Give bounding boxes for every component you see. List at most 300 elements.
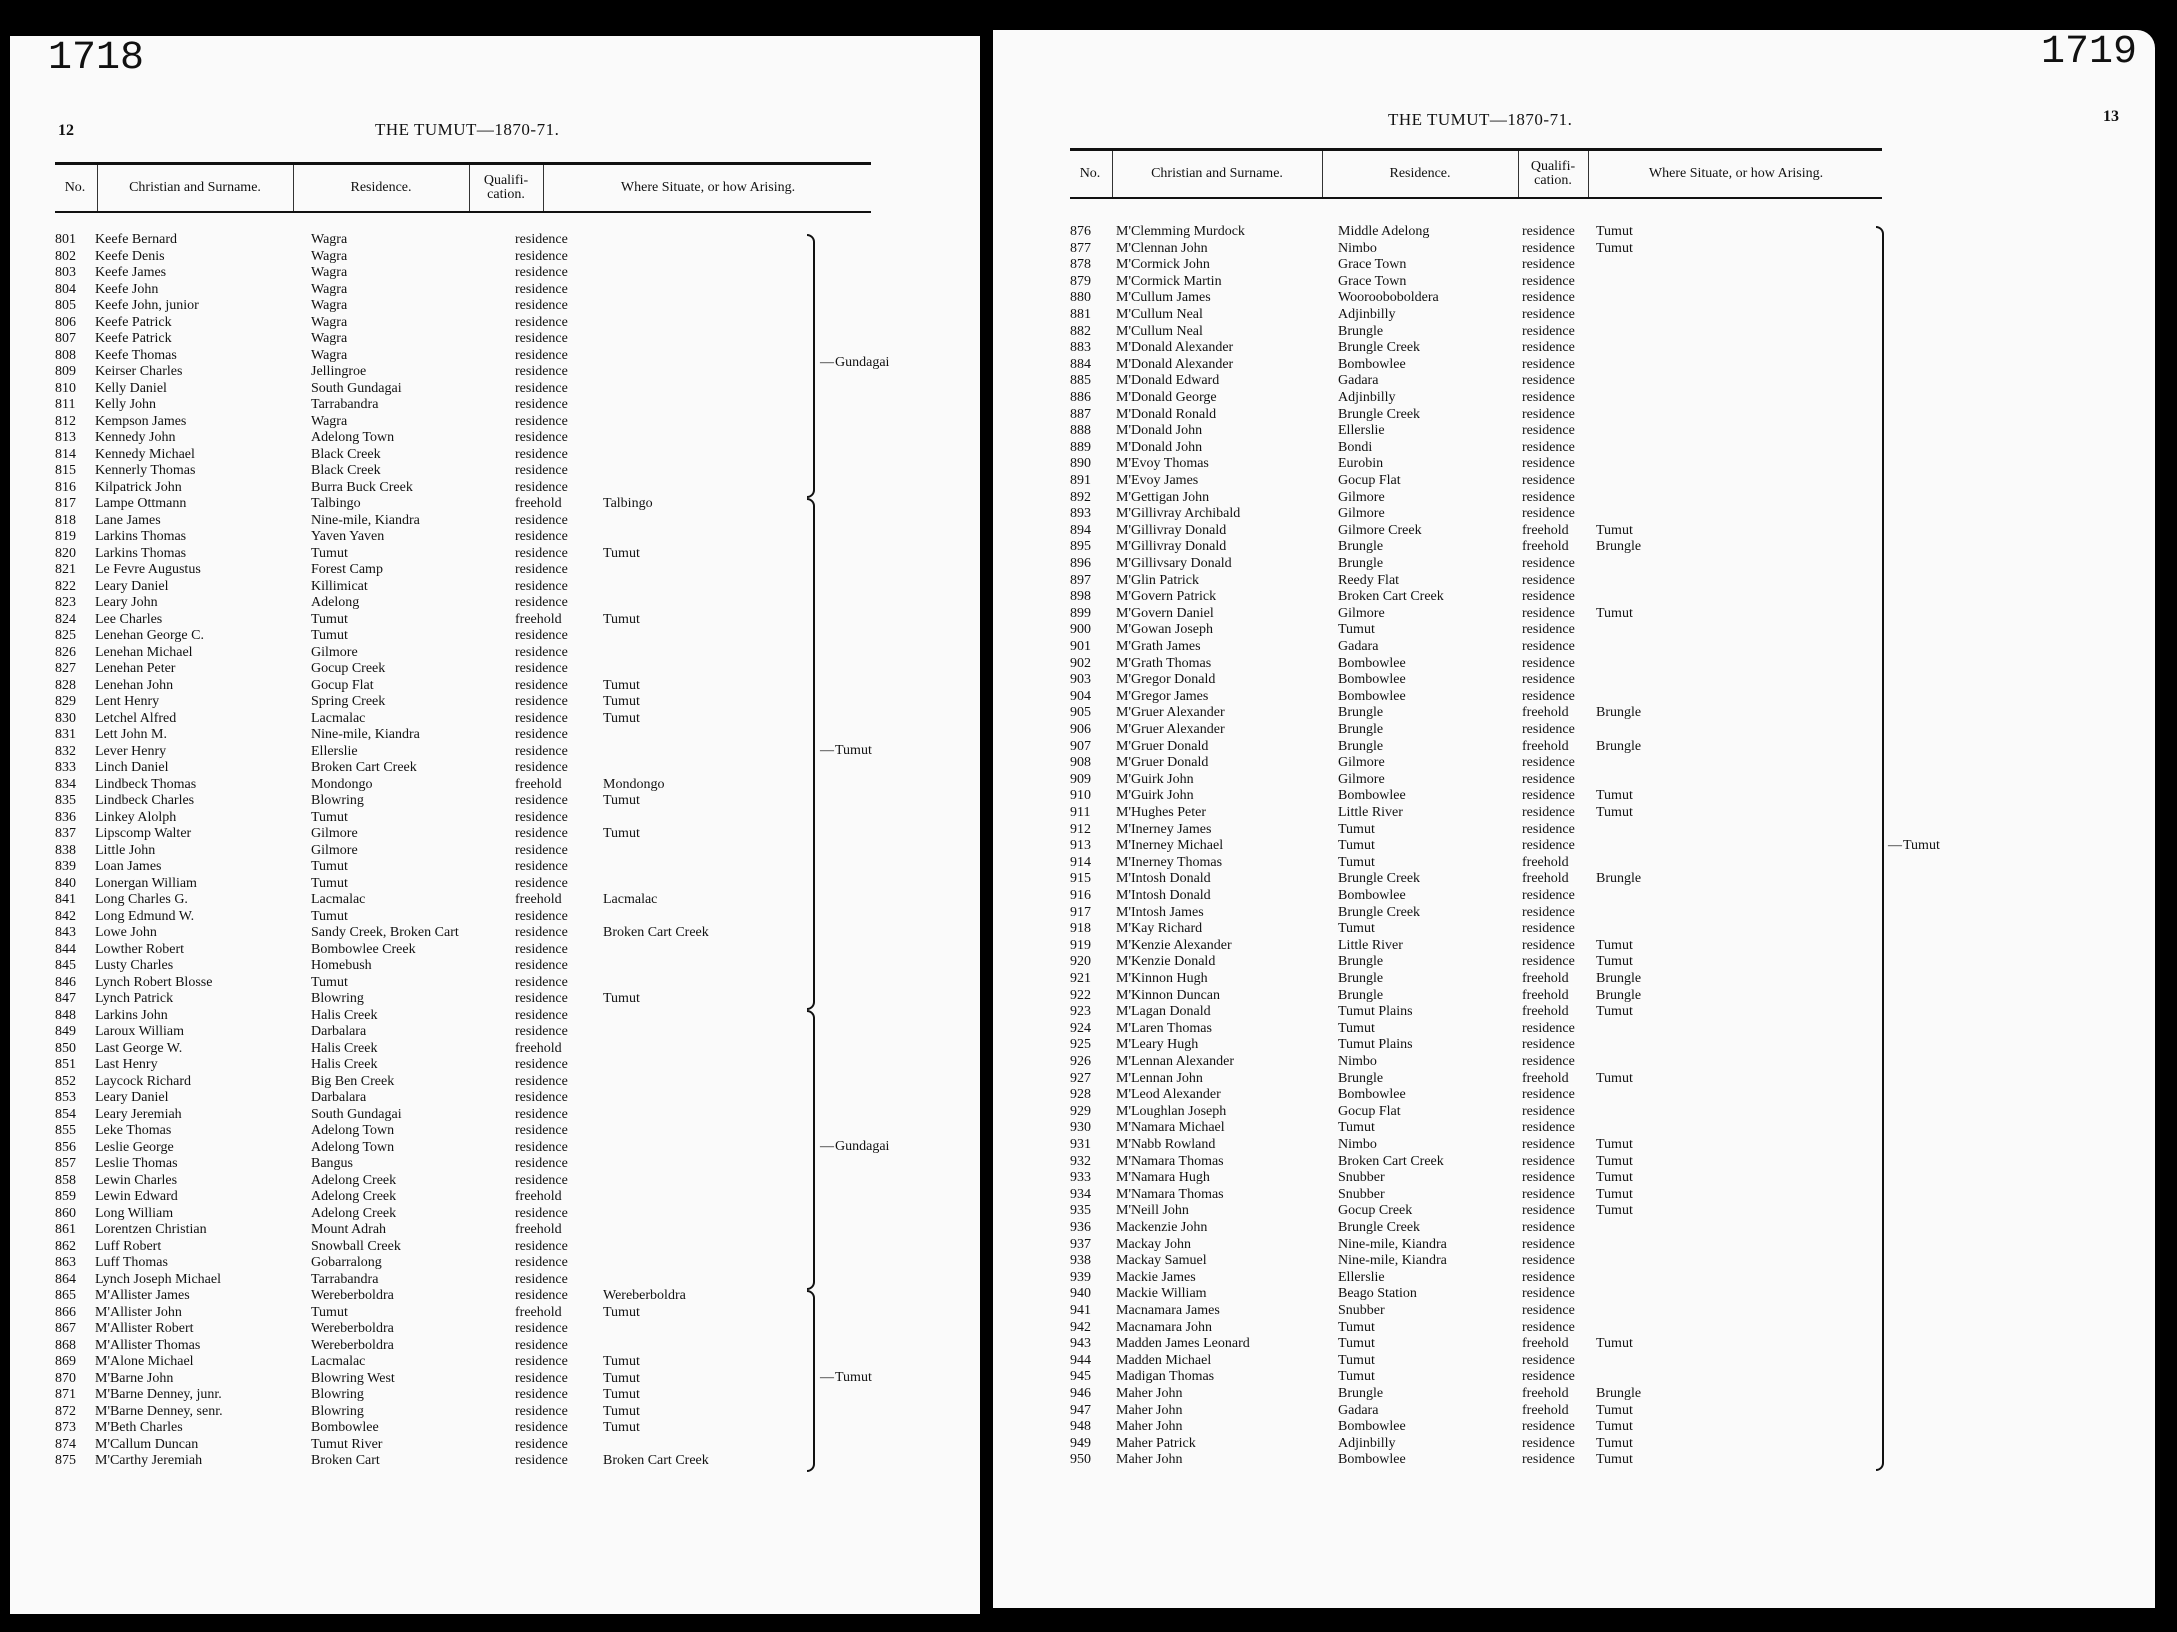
entry-qualification: residence: [515, 248, 568, 264]
entry-residence: Adelong Town: [311, 1139, 395, 1155]
entry-number: 889: [1070, 439, 1091, 455]
entry-residence: Snowball Creek: [311, 1238, 401, 1254]
brace-bracket: [807, 1290, 815, 1472]
entry-name: Lent Henry: [95, 694, 160, 709]
entry-number: 886: [1070, 390, 1091, 405]
entry-residence: Tumut: [1338, 838, 1375, 854]
entry-residence: Brungle: [1338, 323, 1384, 339]
entry-name: Luff Thomas: [95, 1255, 168, 1270]
entry-qualification: freehold: [515, 1040, 562, 1056]
entry-number: 900: [1070, 622, 1091, 638]
entry-residence: Mondongo: [311, 776, 373, 792]
entry-where: Tumut: [603, 677, 640, 693]
entry-residence: Tumut: [311, 875, 348, 891]
entry-where: Brungle: [1596, 987, 1642, 1003]
entry-where: Brungle: [1596, 871, 1642, 887]
entry-residence: Nine-mile, Kiandra: [1338, 1236, 1447, 1252]
entry-name: M'Barne Denney, senr.: [95, 1403, 223, 1419]
entry-name: M'Kinnon Hugh: [1116, 971, 1208, 986]
entry-where: Wereberboldra: [603, 1288, 686, 1303]
entry-residence: Halis Creek: [311, 1007, 378, 1023]
entry-number: 845: [55, 958, 76, 973]
header-name: Christian and Surname.: [1151, 166, 1283, 181]
entry-number: 816: [55, 479, 76, 495]
entry-qualification: residence: [1522, 622, 1575, 638]
page-title: THE TUMUT—1870-71.: [375, 120, 560, 139]
entry-number: 895: [1070, 539, 1091, 555]
entry-name: Kennerly Thomas: [95, 463, 196, 478]
entry-residence: Ellerslie: [1338, 423, 1385, 439]
entry-residence: Tumut River: [311, 1436, 383, 1452]
entry-name: M'Inerney James: [1116, 821, 1212, 837]
entry-residence: Gilmore: [311, 644, 358, 660]
entry-qualification: residence: [515, 760, 568, 775]
entry-residence: Mount Adrah: [311, 1222, 387, 1237]
entry-residence: Broken Cart Creek: [1338, 589, 1444, 605]
entry-residence: Black Creek: [311, 463, 381, 478]
left-page: [10, 36, 980, 1614]
entry-number: 828: [55, 677, 76, 693]
entry-qualification: residence: [515, 463, 568, 478]
entry-name: Maher John: [1116, 1402, 1183, 1418]
entry-residence: Bombowlee: [1338, 1087, 1406, 1103]
entry-residence: South Gundagai: [311, 1106, 402, 1122]
entry-residence: Burra Buck Creek: [311, 479, 413, 495]
entry-qualification: residence: [515, 1057, 568, 1072]
entry-qualification: residence: [515, 727, 568, 742]
brace-bracket: [807, 1010, 815, 1291]
entry-residence: Brungle: [1338, 1386, 1384, 1401]
entry-qualification: residence: [515, 875, 568, 891]
bracket-label: — Tumut: [820, 1370, 872, 1386]
entry-number: 846: [55, 974, 76, 990]
entry-residence: Wagra: [311, 248, 348, 264]
entry-residence: Yaven Yaven: [311, 529, 385, 544]
entry-where: Tumut: [603, 991, 640, 1006]
entry-number: 876: [1070, 224, 1091, 239]
entry-number: 801: [55, 232, 76, 247]
entry-residence: Brungle: [1338, 738, 1384, 754]
entry-residence: Gadara: [1338, 639, 1379, 654]
entry-number: 822: [55, 578, 76, 594]
entry-number: 921: [1070, 971, 1091, 986]
entry-residence: Brungle Creek: [1338, 406, 1421, 422]
entry-residence: Big Ben Creek: [311, 1073, 395, 1089]
entry-name: M'Loughlan Joseph: [1116, 1103, 1227, 1119]
entry-qualification: residence: [1522, 921, 1575, 937]
entry-number: 837: [55, 826, 76, 841]
entry-where: Tumut: [603, 1370, 640, 1386]
entry-name: M'Clennan John: [1116, 240, 1208, 256]
header-where: Where Situate, or how Arising.: [1648, 166, 1824, 181]
entry-number: 862: [55, 1238, 76, 1254]
entry-residence: Wagra: [311, 232, 348, 247]
entry-qualification: residence: [515, 364, 568, 379]
entry-name: Lenehan Peter: [95, 661, 176, 676]
entry-qualification: residence: [515, 1205, 568, 1221]
entry-name: M'Nabb Rowland: [1116, 1137, 1216, 1152]
entry-residence: Snubber: [1338, 1303, 1385, 1318]
entry-qualification: residence: [1522, 257, 1575, 273]
header-qualification: Qualifi-cation.: [483, 173, 529, 202]
entry-residence: Broken Cart Creek: [1338, 1153, 1444, 1169]
entry-name: M'Intosh Donald: [1116, 871, 1211, 887]
entry-residence: Brungle: [1338, 987, 1384, 1003]
entry-residence: Brungle: [1338, 556, 1384, 571]
entry-where: Tumut: [1596, 1336, 1633, 1352]
entry-residence: Tumut: [1338, 821, 1375, 837]
entry-number: 922: [1070, 987, 1091, 1003]
entry-number: 927: [1070, 1070, 1091, 1086]
entry-number: 869: [55, 1354, 76, 1369]
entry-name: M'Leod Alexander: [1116, 1087, 1221, 1103]
entry-residence: Brungle: [1338, 722, 1384, 737]
entry-qualification: residence: [515, 1238, 568, 1254]
entry-name: M'Namara Michael: [1116, 1120, 1225, 1136]
entry-qualification: residence: [515, 743, 568, 759]
entry-number: 811: [55, 397, 76, 412]
entry-qualification: residence: [1522, 224, 1575, 239]
entry-name: Keefe John, junior: [95, 298, 199, 313]
entry-residence: Adelong Creek: [311, 1172, 397, 1188]
entry-residence: Gilmore: [1338, 489, 1385, 505]
entry-number: 932: [1070, 1153, 1091, 1169]
entry-number: 899: [1070, 605, 1091, 621]
entry-name: M'Lennan John: [1116, 1070, 1203, 1086]
entry-residence: Snubber: [1338, 1186, 1385, 1202]
entry-residence: Blowring: [311, 1387, 364, 1402]
entry-residence: Blowring: [311, 991, 364, 1006]
entry-number: 882: [1070, 323, 1091, 339]
entry-number: 813: [55, 430, 76, 445]
entry-residence: Lacmalac: [311, 710, 366, 726]
entry-name: Maher John: [1116, 1386, 1183, 1401]
entry-qualification: residence: [1522, 456, 1575, 472]
entry-name: M'Intosh Donald: [1116, 888, 1211, 903]
entry-residence: Tumut: [1338, 1020, 1375, 1036]
entry-name: M'Donald Ronald: [1116, 406, 1217, 422]
entry-name: Madigan Thomas: [1116, 1369, 1215, 1385]
entry-qualification: residence: [1522, 1269, 1575, 1285]
entry-qualification: residence: [1522, 888, 1575, 903]
entry-number: 918: [1070, 921, 1091, 937]
entry-qualification: residence: [515, 298, 568, 313]
entry-qualification: residence: [515, 1024, 568, 1039]
entry-residence: Brungle: [1338, 705, 1384, 721]
entry-residence: Gilmore: [1338, 755, 1385, 771]
entry-where: Brungle: [1596, 539, 1642, 555]
entry-number: 847: [55, 991, 76, 1006]
entry-number: 938: [1070, 1253, 1091, 1269]
entry-number: 825: [55, 628, 76, 643]
entry-qualification: residence: [515, 1139, 568, 1155]
entry-number: 809: [55, 364, 76, 379]
entry-qualification: residence: [515, 628, 568, 643]
entry-qualification: residence: [1522, 1054, 1575, 1069]
entry-residence: Grace Town: [1338, 257, 1407, 273]
entry-number: 859: [55, 1189, 76, 1204]
entry-where: Tumut: [1596, 1419, 1633, 1435]
entry-residence: Nine-mile, Kiandra: [311, 512, 420, 528]
entry-name: M'Gruer Alexander: [1116, 705, 1225, 721]
entry-qualification: residence: [515, 1321, 568, 1336]
entry-number: 872: [55, 1403, 76, 1419]
entry-number: 875: [55, 1453, 76, 1468]
entry-qualification: freehold: [1522, 971, 1569, 986]
entry-qualification: residence: [515, 809, 568, 825]
entry-name: Lowther Robert: [95, 941, 185, 957]
entry-qualification: residence: [1522, 821, 1575, 837]
entry-residence: Reedy Flat: [1338, 572, 1400, 588]
entry-residence: Gocup Creek: [1338, 1203, 1413, 1219]
entry-qualification: residence: [515, 1106, 568, 1122]
entry-name: Lindbeck Thomas: [95, 776, 197, 792]
entry-qualification: residence: [515, 578, 568, 594]
entry-name: Lonergan William: [95, 875, 197, 891]
entry-qualification: freehold: [515, 892, 562, 907]
entry-residence: Tumut: [1338, 622, 1375, 638]
entry-qualification: residence: [515, 644, 568, 660]
entry-qualification: residence: [1522, 473, 1575, 488]
entry-qualification: residence: [515, 694, 568, 709]
entry-residence: Gobarralong: [311, 1255, 382, 1270]
entry-number: 946: [1070, 1386, 1091, 1401]
entry-name: M'Namara Thomas: [1116, 1153, 1224, 1169]
entry-name: M'Kinnon Duncan: [1116, 987, 1221, 1003]
right-page: [993, 30, 2155, 1608]
entry-qualification: residence: [1522, 556, 1575, 571]
entry-number: 919: [1070, 937, 1091, 953]
entry-residence: Wereberboldra: [311, 1288, 394, 1303]
entry-qualification: residence: [515, 1354, 568, 1369]
entry-residence: Spring Creek: [311, 694, 386, 709]
entry-number: 805: [55, 298, 76, 313]
entry-qualification: residence: [1522, 1220, 1575, 1235]
entry-qualification: residence: [1522, 439, 1575, 455]
entry-residence: Gilmore Creek: [1338, 522, 1422, 538]
entry-residence: Tumut: [311, 809, 348, 825]
entry-name: M'Inerney Thomas: [1116, 854, 1223, 870]
entry-residence: Gilmore: [311, 826, 358, 841]
entry-name: M'Gillivsary Donald: [1116, 556, 1232, 571]
entry-name: Leary John: [95, 595, 158, 610]
entry-qualification: residence: [515, 281, 568, 297]
entry-name: M'Barne Denney, junr.: [95, 1387, 222, 1402]
entry-name: M'Cullum Neal: [1116, 307, 1203, 322]
entry-number: 939: [1070, 1269, 1091, 1285]
entry-residence: Broken Cart Creek: [311, 760, 417, 775]
entry-qualification: residence: [515, 347, 568, 363]
entry-name: Loan James: [95, 859, 162, 874]
entry-residence: Nine-mile, Kiandra: [1338, 1253, 1447, 1269]
entry-name: Kennedy John: [95, 430, 176, 445]
entry-number: 832: [55, 743, 76, 759]
entry-name: M'Gruer Donald: [1116, 738, 1209, 754]
entry-residence: Tumut: [311, 1304, 348, 1320]
bracket-label: — Tumut: [820, 743, 872, 759]
entry-name: M'Govern Patrick: [1116, 589, 1217, 605]
entry-qualification: residence: [1522, 1303, 1575, 1318]
entry-qualification: residence: [515, 1073, 568, 1089]
entry-name: Keefe Denis: [95, 248, 165, 264]
entry-number: 838: [55, 842, 76, 858]
entry-number: 842: [55, 908, 76, 924]
entry-residence: Tumut: [311, 908, 348, 924]
entry-number: 911: [1070, 805, 1091, 820]
entry-residence: Adelong Creek: [311, 1189, 397, 1204]
entry-number: 826: [55, 644, 76, 660]
entry-qualification: residence: [515, 380, 568, 396]
entry-where: Tumut: [1596, 805, 1633, 820]
entry-name: M'Donald John: [1116, 423, 1203, 439]
entry-where: Tumut: [1596, 788, 1633, 804]
entry-residence: Tumut: [1338, 1352, 1375, 1368]
entry-number: 892: [1070, 489, 1091, 505]
entry-qualification: residence: [515, 1271, 568, 1287]
page-number: 12: [58, 122, 74, 139]
entry-number: 812: [55, 413, 76, 429]
entry-residence: Woorooboboldera: [1338, 290, 1439, 306]
entry-number: 865: [55, 1288, 76, 1303]
entry-qualification: residence: [515, 1156, 568, 1171]
entry-name: M'Allister Robert: [95, 1321, 194, 1336]
entry-name: Kempson James: [95, 413, 187, 429]
entry-where: Tumut: [1596, 1070, 1633, 1086]
entry-name: Last George W.: [95, 1040, 183, 1056]
entry-name: Lett John M.: [95, 727, 167, 742]
entry-residence: Adelong: [311, 595, 360, 610]
entry-number: 827: [55, 661, 76, 676]
entry-qualification: residence: [515, 413, 568, 429]
entry-where: Tumut: [603, 545, 640, 561]
entry-qualification: residence: [1522, 489, 1575, 505]
entry-name: Macnamara James: [1116, 1303, 1220, 1318]
entry-number: 885: [1070, 373, 1091, 389]
entry-qualification: residence: [515, 331, 568, 346]
entry-qualification: residence: [1522, 788, 1575, 804]
entry-name: M'Donald John: [1116, 439, 1203, 455]
entry-name: Luff Robert: [95, 1238, 162, 1254]
entry-residence: Gadara: [1338, 1402, 1379, 1418]
header-where: Where Situate, or how Arising.: [620, 180, 796, 195]
entry-number: 863: [55, 1255, 76, 1270]
entry-residence: Tarrabandra: [311, 397, 379, 412]
entry-name: Keirser Charles: [95, 364, 183, 379]
entry-name: M'Gowan Joseph: [1116, 622, 1214, 638]
entry-name: M'Laren Thomas: [1116, 1020, 1212, 1036]
entry-qualification: residence: [1522, 1236, 1575, 1252]
entry-where: Tumut: [1596, 1203, 1633, 1219]
entry-qualification: residence: [1522, 688, 1575, 704]
entry-qualification: residence: [515, 232, 568, 247]
entry-number: 916: [1070, 888, 1091, 903]
entry-number: 906: [1070, 722, 1091, 737]
entry-qualification: residence: [515, 1370, 568, 1386]
entry-qualification: residence: [1522, 290, 1575, 306]
entry-name: Leary Daniel: [95, 1090, 169, 1105]
entry-name: Letchel Alfred: [95, 710, 177, 726]
entry-name: M'Evoy Thomas: [1116, 456, 1209, 472]
entry-name: Lenehan George C.: [95, 628, 204, 643]
entry-number: 923: [1070, 1004, 1091, 1020]
entry-name: M'Lagan Donald: [1116, 1004, 1211, 1020]
entry-residence: Tumut: [1338, 1369, 1375, 1385]
bracket-label: — Gundagai: [820, 1139, 889, 1155]
entry-qualification: residence: [1522, 1352, 1575, 1368]
entry-qualification: residence: [515, 974, 568, 990]
entry-number: 904: [1070, 688, 1091, 704]
entry-residence: Brungle: [1338, 1070, 1384, 1086]
entry-number: 873: [55, 1420, 76, 1435]
entry-qualification: residence: [515, 859, 568, 874]
entry-name: M'Cormick John: [1116, 257, 1210, 273]
entry-number: 942: [1070, 1319, 1091, 1335]
entry-number: 867: [55, 1321, 76, 1336]
entry-name: M'Cullum James: [1116, 290, 1211, 306]
entry-number: 877: [1070, 240, 1091, 256]
entry-number: 940: [1070, 1286, 1091, 1302]
entry-qualification: residence: [1522, 406, 1575, 422]
entry-qualification: residence: [515, 1123, 568, 1138]
entry-number: 824: [55, 611, 76, 627]
entry-number: 866: [55, 1304, 76, 1320]
entry-name: Larkins Thomas: [95, 545, 187, 561]
header-residence: Residence.: [1389, 166, 1451, 181]
entry-number: 839: [55, 859, 76, 874]
entry-qualification: residence: [1522, 722, 1575, 737]
entry-residence: Bondi: [1338, 439, 1373, 455]
entry-residence: Gilmore: [1338, 506, 1385, 522]
entry-residence: Brungle Creek: [1338, 340, 1421, 356]
entry-residence: Gadara: [1338, 373, 1379, 389]
entry-where: Talbingo: [603, 496, 653, 511]
entry-number: 841: [55, 892, 76, 907]
entry-name: Keefe John: [95, 281, 159, 297]
entry-residence: Nimbo: [1338, 240, 1377, 256]
entry-number: 901: [1070, 639, 1091, 654]
entry-residence: Wagra: [311, 298, 348, 313]
entry-name: Kelly Daniel: [95, 380, 167, 396]
entry-where: Tumut: [1596, 1137, 1633, 1152]
entry-number: 928: [1070, 1087, 1091, 1103]
entry-residence: Wagra: [311, 265, 348, 280]
entry-number: 910: [1070, 788, 1091, 804]
entry-qualification: residence: [515, 826, 568, 841]
entry-qualification: residence: [1522, 937, 1575, 953]
entry-number: 930: [1070, 1120, 1091, 1136]
entry-number: 860: [55, 1205, 76, 1221]
entry-number: 831: [55, 727, 76, 742]
entry-number: 913: [1070, 838, 1091, 854]
entry-name: M'Cullum Neal: [1116, 323, 1203, 339]
entry-residence: Gilmore: [311, 842, 358, 858]
entry-qualification: residence: [515, 562, 568, 577]
entry-number: 902: [1070, 655, 1091, 671]
entry-qualification: residence: [1522, 273, 1575, 289]
entry-name: M'Gillivray Donald: [1116, 522, 1227, 538]
entry-where: Tumut: [1596, 1170, 1633, 1186]
entry-name: M'Allister James: [95, 1288, 190, 1303]
entry-qualification: residence: [1522, 1435, 1575, 1451]
entry-where: Tumut: [603, 1354, 640, 1369]
entry-name: Kennedy Michael: [95, 446, 195, 462]
entry-name: Macnamara John: [1116, 1319, 1213, 1335]
entry-residence: Gilmore: [1338, 771, 1385, 787]
entry-residence: Bombowlee Creek: [311, 941, 416, 957]
entry-where: Tumut: [1596, 1186, 1633, 1202]
entry-name: M'Namara Thomas: [1116, 1186, 1224, 1202]
entry-name: M'Donald Alexander: [1116, 340, 1234, 356]
